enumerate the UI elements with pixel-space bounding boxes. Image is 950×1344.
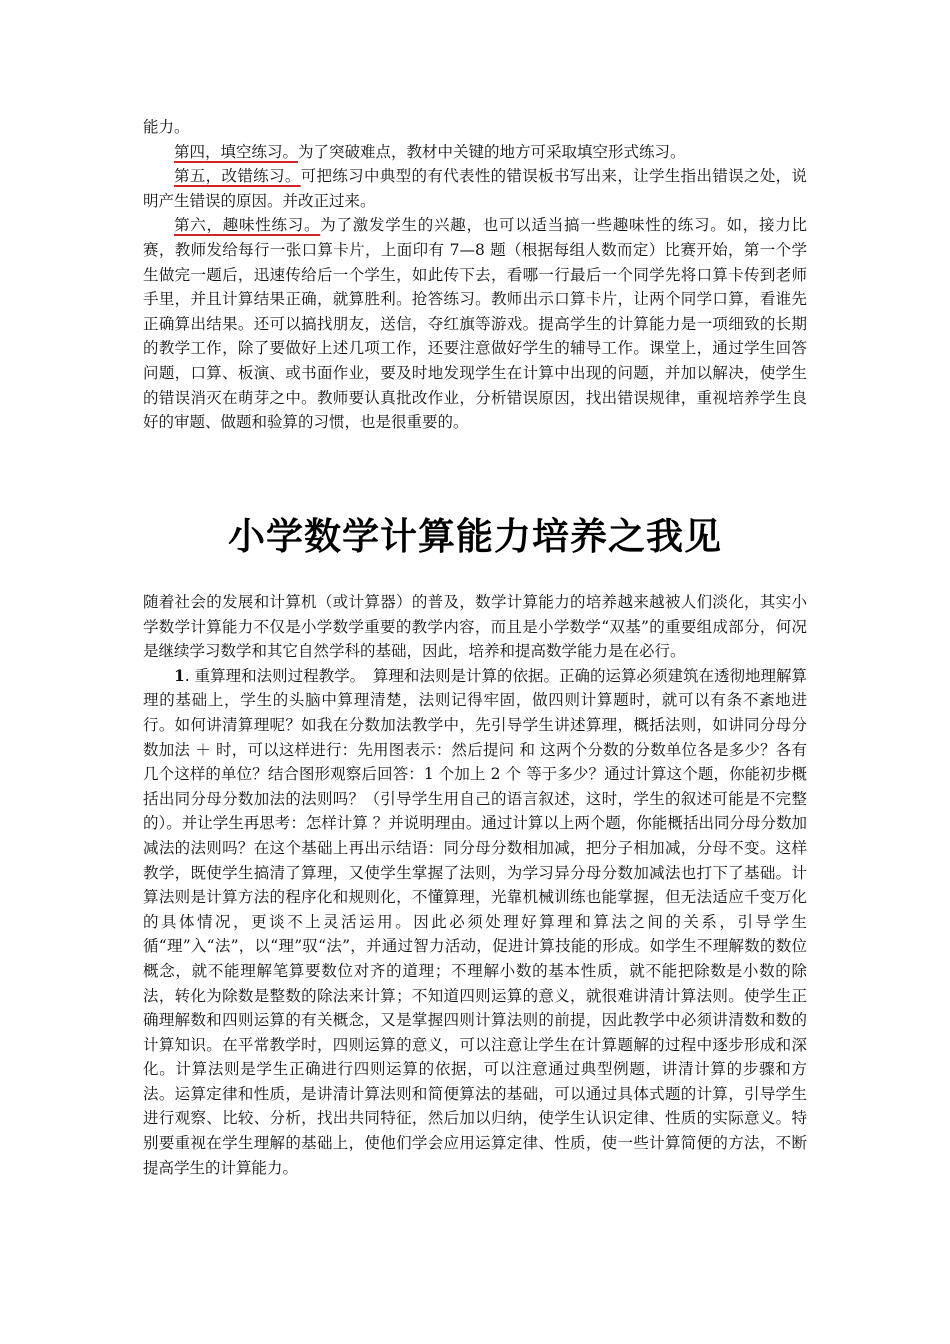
text-fill-in-exercise: 为了突破难点，教材中关键的地方可采取填空形式练习。 [298, 142, 686, 161]
heading-error-correction: 第五，改错练习。 [174, 167, 301, 186]
paragraph-continuation: 能力。 [143, 118, 190, 136]
continued-section [143, 115, 807, 435]
heading-fun-exercise: 第六，趣味性练习。 [174, 216, 321, 235]
text-fun-exercise: 为了激发学生的兴趣，也可以适当搞一些趣味性的练习。如，接力比赛，教师发给每行一张口算卡片，上面印有 7—8 题（根据每组人数而定）比赛开始，第一个学生做完一题后，迅速传给后一个学生，如此传下去，看哪一行最后一个同学先将口算卡传到老师手里，并且计算结果正确，就算胜利。抢答练习。教师出示口算卡片，让两个同学口算，看谁先正确算出结果。还可以搞找朋友，送信，夺红旗等游戏。提高学生的计算能力是一项细致的长期的教学工作，除了要做好上述几项工作，还要注意做好学生的辅导工作。课堂上，通过学生回答问题，口算、板演、或书面作业，要及时地发现学生在计算中出现的问题，并加以解决，使学生的错误消灭在萌芽之中。教师要认真批改作业，分析错误原因，找出错误规律，重视培养学生良好的审题、做题和验算的习惯，也是很重要的。 [143, 216, 807, 432]
point-number: 1 [174, 665, 185, 685]
paragraph-fill-in-exercise [143, 140, 807, 165]
point-text: . 重算理和法则过程教学。 算理和法则是计算的依据。正确的运算必须建筑在透彻地理解算理的基础上，学生的头脑中算理清楚，法则记得牢固，做四则计算题时，就可以有条不紊地进行。如何讲清算理呢？如我在分数加法教学中，先引导学生讲述算理，概括法则，如讲同分母分数加法 ＋ 时，可以这样进行：先用图表示：然后提问 和 这两个分数的分数单位各是多少？各有几个这样的单位？结合图形观察后回答：1 个加上 2 个 等于多少？通过计算这个题，你能初步概括出同分母分数加法的法则吗？（引导学生用自己的语言叙述，这时，学生的叙述可能是不完整的）。并让学生再思考：怎样计算 ？并说明理由。通过计算以上两个题，你能概括出同分母分数加减法的法则吗？在这个基础上再出示结语：同分母分数相加减，把分子相加减，分母不变。这样教学，既使学生搞清了算理，又使学生掌握了法则，为学习异分母分数加减法也打下了基础。计算法则是计算方法的程序化和规则化，不懂算理，光靠机械训练也能掌握，但无法适应千变万化的具体情况，更谈不上灵活运用。因此必须处理好算理和算法之间的关系，引导学生循“理”入“法”，以“理”驭“法”，并通过智力活动，促进计算技能的形成。如学生不理解数的数位概念，就不能理解笔算要数位对齐的道理；不理解小数的基本性质，就不能把除数是小数的除法，转化为除数是整数的除法来计算；不知道四则运算的意义，就很难讲清计算法则。使学生正确理解数和四则运算的有关概念，又是掌握四则计算法则的前提，因此教学中必须讲清数和数的计算知识。在平常教学时，四则运算的意义，可以注意让学生在计算题解的过程中逐步形成和深化。计算法则是学生正确进行四则运算的依据，可以注意通过典型例题，讲清计算的步骤和方法。运算定律和性质，是讲清计算法则和简便算法的基础，可以通过具体式题的计算，引导学生进行观察、比较、分析，找出共同特征，然后加以归纳，使学生认识定律、性质的实际意义。特别要重视在学生理解的基础上，使他们学会应用运算定律、性质，使一些计算简便的方法，不断提高学生的计算能力。 [143, 666, 807, 1177]
paragraph-error-correction [143, 164, 807, 213]
article-body [143, 590, 807, 1180]
article-title: 小学数学计算能力培养之我见 [228, 515, 722, 558]
article-intro: 随着社会的发展和计算机（或计算器）的普及，数学计算能力的培养越来越被人们淡化，其实小学数学计算能力不仅是小学数学重要的教学内容，而且是小学数学“双基”的重要组成部分，何况是继续学习数学和其它自然学科的基础，因此，培养和提高数学能力是在必行。 [143, 593, 807, 661]
paragraph-fun-exercise [143, 213, 807, 434]
article-point-1 [143, 664, 807, 1180]
text-error-correction: 可把练习中典型的有代表性的错误板书写出来，让学生指出错误之处，说明产生错误的原因。并改正过来。 [143, 167, 807, 210]
heading-fill-in-exercise: 第四，填空练习。 [174, 142, 299, 161]
